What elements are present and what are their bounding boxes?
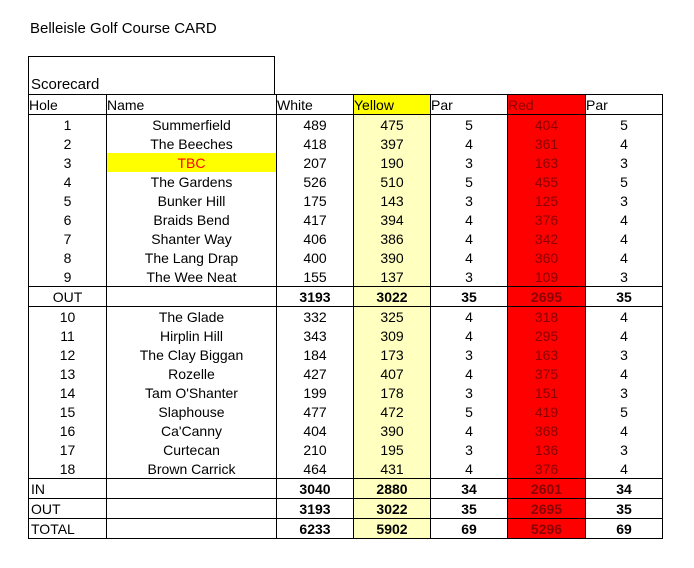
summary-white: 3193 — [277, 499, 354, 519]
red-yardage: 151 — [508, 383, 586, 402]
yellow-yardage: 309 — [354, 326, 431, 345]
table-row — [29, 134, 663, 153]
yellow-yardage: 394 — [354, 210, 431, 229]
out-row — [29, 287, 663, 307]
yellow-yardage: 143 — [354, 191, 431, 210]
yellow-yardage: 195 — [354, 440, 431, 459]
summary-yellow: 3022 — [354, 287, 431, 307]
table-row — [29, 267, 663, 287]
red-par-value: 4 — [586, 364, 663, 383]
red-yardage: 419 — [508, 402, 586, 421]
white-yardage: 404 — [277, 421, 354, 440]
hole-name: Braids Bend — [107, 210, 277, 229]
red-yardage: 376 — [508, 459, 586, 479]
white-yardage: 417 — [277, 210, 354, 229]
header-yellow: Yellow — [354, 95, 431, 115]
summary-red: 2601 — [508, 479, 586, 499]
hole-number: 4 — [29, 172, 107, 191]
red-par-value: 4 — [586, 248, 663, 267]
summary-par: 35 — [431, 287, 508, 307]
hole-name: Bunker Hill — [107, 191, 277, 210]
red-yardage: 375 — [508, 364, 586, 383]
red-par-value: 4 — [586, 421, 663, 440]
hole-name: Ca'Canny — [107, 421, 277, 440]
totals-row-total — [29, 519, 663, 539]
hole-name: Rozelle — [107, 364, 277, 383]
par-value: 3 — [431, 383, 508, 402]
red-par-value: 3 — [586, 267, 663, 287]
table-row — [29, 229, 663, 248]
white-yardage: 184 — [277, 345, 354, 364]
hole-number: 6 — [29, 210, 107, 229]
hole-name: Brown Carrick — [107, 459, 277, 479]
hole-name: The Wee Neat — [107, 267, 277, 287]
red-yardage: 368 — [508, 421, 586, 440]
hole-name: The Clay Biggan — [107, 345, 277, 364]
red-par-value: 4 — [586, 229, 663, 248]
yellow-yardage: 137 — [354, 267, 431, 287]
table-row — [29, 383, 663, 402]
yellow-yardage: 386 — [354, 229, 431, 248]
red-par-value: 3 — [586, 153, 663, 172]
summary-name-blank — [107, 479, 277, 499]
red-par-value: 4 — [586, 326, 663, 345]
par-value: 4 — [431, 229, 508, 248]
summary-red: 2695 — [508, 287, 586, 307]
summary-par: 35 — [431, 499, 508, 519]
par-value: 3 — [431, 440, 508, 459]
table-row — [29, 402, 663, 421]
red-yardage: 163 — [508, 153, 586, 172]
red-par-value: 4 — [586, 134, 663, 153]
red-par-value: 4 — [586, 210, 663, 229]
hole-name: Tam O'Shanter — [107, 383, 277, 402]
red-par-value: 4 — [586, 307, 663, 327]
yellow-yardage: 431 — [354, 459, 431, 479]
summary-white: 3193 — [277, 287, 354, 307]
table-row — [29, 172, 663, 191]
scorecard-label: Scorecard — [31, 76, 100, 93]
header-red: Red — [508, 95, 586, 115]
red-yardage: 376 — [508, 210, 586, 229]
hole-number: 18 — [29, 459, 107, 479]
yellow-yardage: 397 — [354, 134, 431, 153]
summary-white: 6233 — [277, 519, 354, 539]
hole-number: 1 — [29, 115, 107, 135]
header-hole: Hole — [29, 95, 107, 115]
red-yardage: 109 — [508, 267, 586, 287]
red-yardage: 295 — [508, 326, 586, 345]
table-row — [29, 307, 663, 327]
red-par-value: 4 — [586, 459, 663, 479]
par-value: 4 — [431, 248, 508, 267]
white-yardage: 418 — [277, 134, 354, 153]
white-yardage: 210 — [277, 440, 354, 459]
hole-number: 10 — [29, 307, 107, 327]
hole-number: 13 — [29, 364, 107, 383]
par-value: 3 — [431, 267, 508, 287]
table-row — [29, 153, 663, 172]
header-row — [29, 95, 663, 115]
red-par-value: 3 — [586, 440, 663, 459]
white-yardage: 526 — [277, 172, 354, 191]
summary-name-blank — [107, 499, 277, 519]
page-title: Belleisle Golf Course CARD — [30, 20, 217, 37]
table-row — [29, 459, 663, 479]
hole-name: The Gardens — [107, 172, 277, 191]
hole-number: 17 — [29, 440, 107, 459]
red-par-value: 5 — [586, 402, 663, 421]
par-value: 3 — [431, 191, 508, 210]
white-yardage: 199 — [277, 383, 354, 402]
hole-name: Slaphouse — [107, 402, 277, 421]
table-row — [29, 248, 663, 267]
hole-number: 8 — [29, 248, 107, 267]
par-value: 4 — [431, 459, 508, 479]
par-value: 5 — [431, 172, 508, 191]
scorecard-table — [28, 94, 663, 539]
table-row — [29, 326, 663, 345]
red-yardage: 342 — [508, 229, 586, 248]
par-value: 4 — [431, 364, 508, 383]
white-yardage: 332 — [277, 307, 354, 327]
table-row — [29, 345, 663, 364]
hole-number: 15 — [29, 402, 107, 421]
white-yardage: 155 — [277, 267, 354, 287]
summary-label: OUT — [29, 287, 107, 307]
red-par-value: 5 — [586, 115, 663, 135]
yellow-yardage: 407 — [354, 364, 431, 383]
yellow-yardage: 390 — [354, 421, 431, 440]
red-yardage: 136 — [508, 440, 586, 459]
table-row — [29, 210, 663, 229]
hole-name: Shanter Way — [107, 229, 277, 248]
summary-yellow: 5902 — [354, 519, 431, 539]
summary-red: 5296 — [508, 519, 586, 539]
totals-row-out — [29, 499, 663, 519]
white-yardage: 464 — [277, 459, 354, 479]
par-value: 4 — [431, 134, 508, 153]
yellow-yardage: 510 — [354, 172, 431, 191]
red-yardage: 163 — [508, 345, 586, 364]
yellow-yardage: 325 — [354, 307, 431, 327]
hole-number: 14 — [29, 383, 107, 402]
yellow-yardage: 475 — [354, 115, 431, 135]
summary-label: IN — [29, 479, 107, 499]
table-row — [29, 440, 663, 459]
hole-name: TBC — [107, 153, 277, 172]
hole-name: The Glade — [107, 307, 277, 327]
yellow-yardage: 173 — [354, 345, 431, 364]
table-row — [29, 364, 663, 383]
hole-number: 3 — [29, 153, 107, 172]
summary-par-red: 69 — [586, 519, 663, 539]
par-value: 3 — [431, 153, 508, 172]
summary-par-red: 35 — [586, 287, 663, 307]
par-value: 4 — [431, 210, 508, 229]
hole-number: 9 — [29, 267, 107, 287]
par-value: 5 — [431, 402, 508, 421]
white-yardage: 207 — [277, 153, 354, 172]
summary-yellow: 2880 — [354, 479, 431, 499]
hole-number: 12 — [29, 345, 107, 364]
red-par-value: 3 — [586, 191, 663, 210]
table-row — [29, 191, 663, 210]
red-yardage: 125 — [508, 191, 586, 210]
header-par-red: Par — [586, 95, 663, 115]
par-value: 4 — [431, 326, 508, 345]
summary-yellow: 3022 — [354, 499, 431, 519]
hole-number: 11 — [29, 326, 107, 345]
par-value: 3 — [431, 345, 508, 364]
hole-number: 7 — [29, 229, 107, 248]
yellow-yardage: 472 — [354, 402, 431, 421]
red-par-value: 3 — [586, 383, 663, 402]
summary-white: 3040 — [277, 479, 354, 499]
hole-number: 16 — [29, 421, 107, 440]
hole-name: Summerfield — [107, 115, 277, 135]
red-yardage: 360 — [508, 248, 586, 267]
yellow-yardage: 390 — [354, 248, 431, 267]
hole-number: 2 — [29, 134, 107, 153]
summary-label: OUT — [29, 499, 107, 519]
header-par: Par — [431, 95, 508, 115]
white-yardage: 477 — [277, 402, 354, 421]
hole-name: Hirplin Hill — [107, 326, 277, 345]
summary-par-red: 34 — [586, 479, 663, 499]
summary-par: 69 — [431, 519, 508, 539]
red-yardage: 404 — [508, 115, 586, 135]
red-par-value: 5 — [586, 172, 663, 191]
white-yardage: 427 — [277, 364, 354, 383]
hole-number: 5 — [29, 191, 107, 210]
header-name: Name — [107, 95, 277, 115]
summary-par-red: 35 — [586, 499, 663, 519]
table-row — [29, 421, 663, 440]
red-yardage: 455 — [508, 172, 586, 191]
summary-label: TOTAL — [29, 519, 107, 539]
hole-name: The Beeches — [107, 134, 277, 153]
red-yardage: 318 — [508, 307, 586, 327]
yellow-yardage: 178 — [354, 383, 431, 402]
par-value: 4 — [431, 421, 508, 440]
hole-name: The Lang Drap — [107, 248, 277, 267]
hole-name: Curtecan — [107, 440, 277, 459]
totals-row-in — [29, 479, 663, 499]
header-white: White — [277, 95, 354, 115]
white-yardage: 406 — [277, 229, 354, 248]
yellow-yardage: 190 — [354, 153, 431, 172]
summary-name-blank — [107, 519, 277, 539]
white-yardage: 400 — [277, 248, 354, 267]
table-row — [29, 115, 663, 135]
par-value: 5 — [431, 115, 508, 135]
red-par-value: 3 — [586, 345, 663, 364]
white-yardage: 343 — [277, 326, 354, 345]
summary-name-blank — [107, 287, 277, 307]
par-value: 4 — [431, 307, 508, 327]
summary-par: 34 — [431, 479, 508, 499]
white-yardage: 175 — [277, 191, 354, 210]
white-yardage: 489 — [277, 115, 354, 135]
summary-red: 2695 — [508, 499, 586, 519]
red-yardage: 361 — [508, 134, 586, 153]
